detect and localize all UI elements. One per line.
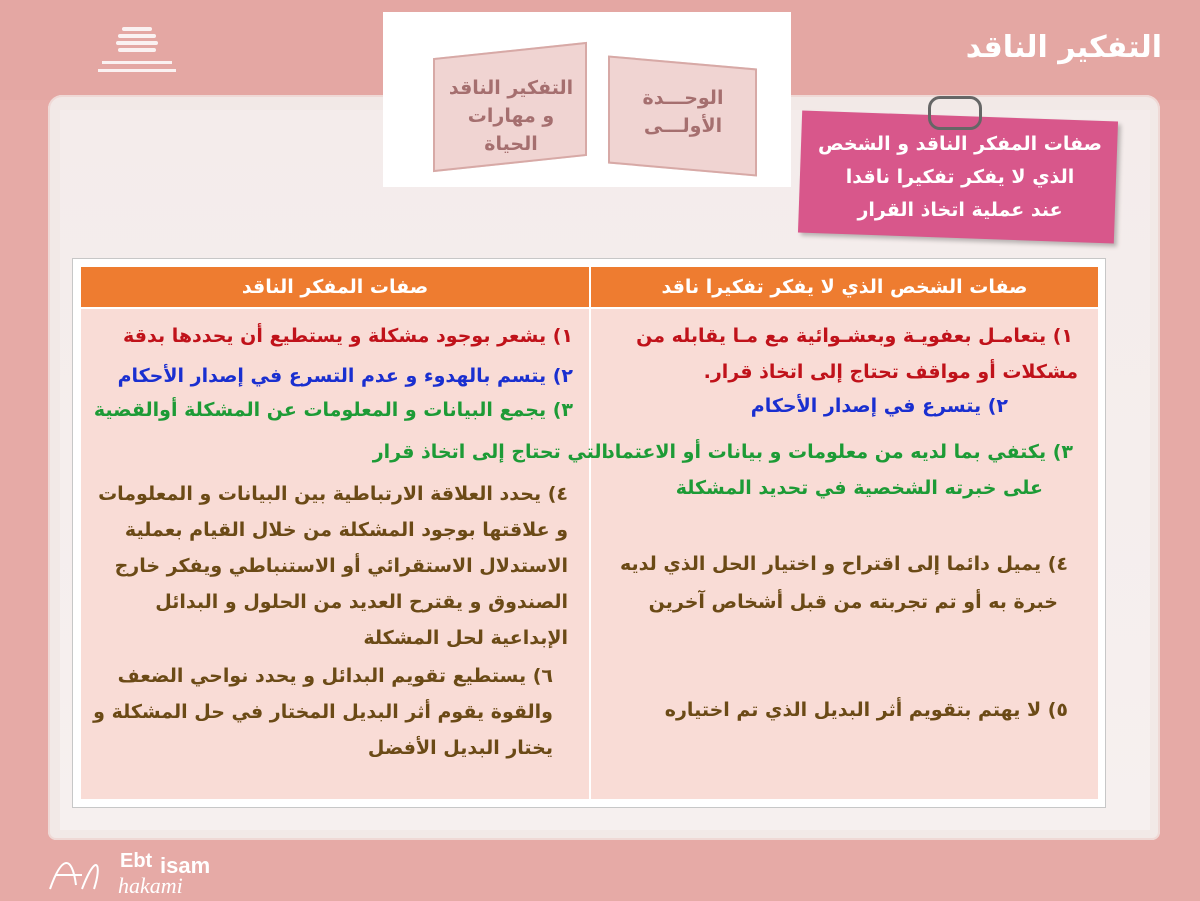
ministry-logo-icon	[92, 25, 182, 85]
book-left-text: التفكير الناقد و مهارات الحياة	[448, 77, 574, 155]
critical-trait-2: ٢) يتسم بالهدوء و عدم التسرع في إصدار الأحكام	[117, 365, 573, 387]
paper-clip-icon	[928, 96, 982, 130]
svg-text:isam: isam	[160, 853, 211, 878]
critical-trait-4-line2: و علاقتها بوجود المشكلة من خلال القيام بعملية	[124, 519, 568, 541]
note-line-1: صفات المفكر الناقد و الشخص	[817, 133, 1102, 155]
noncritical-trait-5: ٥) لا يهتم بتقويم أثر البديل الذي تم اختياره	[664, 699, 1068, 721]
slide-title: التفكير الناقد	[965, 30, 1162, 65]
note-line-2: الذي لا يفكر تفكيرا ناقدا	[845, 166, 1075, 188]
critical-trait-4-line5: الإبداعية لحل المشكلة	[363, 627, 568, 649]
note-text	[800, 128, 1120, 227]
svg-text:hakami: hakami	[118, 873, 183, 897]
noncritical-trait-2: ٢) يتسرع في إصدار الأحكام	[750, 395, 1008, 417]
pink-note-card	[778, 110, 1136, 238]
critical-trait-6-line2: والقوة يقوم أثر البديل المختار في حل المشكلة و	[93, 701, 553, 723]
column-divider	[589, 309, 591, 799]
critical-trait-6-line1: ٦) يستطيع تقويم البدائل و يحدد نواحي الضعف	[117, 665, 553, 687]
noncritical-trait-3-line2: على خبرته الشخصية في تحديد المشكلة	[675, 477, 1043, 499]
critical-trait-3: ٣) يجمع البيانات و المعلومات عن المشكلة أوالقضية	[93, 399, 573, 421]
svg-text:Ebt: Ebt	[120, 850, 153, 872]
comparison-table	[72, 258, 1106, 808]
author-signature-logo	[42, 845, 292, 897]
noncritical-trait-4-line1: ٤) يميل دائما إلى اقتراح و اختيار الحل الذي لديه	[620, 553, 1068, 575]
header-non-critical-thinker: صفات الشخص الذي لا يفكر تفكيرا ناقد	[661, 276, 1028, 298]
critical-trait-3-continued: التي تحتاج إلى اتخاذ قرار	[372, 441, 608, 463]
critical-trait-4-line3: الاستدلال الاستقرائي أو الاستنباطي ويفكر خارج	[114, 555, 568, 577]
critical-trait-4-line1: ٤) يحدد العلاقة الارتباطية بين البيانات و المعلومات	[98, 483, 568, 505]
table-header-row	[81, 267, 1098, 307]
critical-trait-6-line3: يختار البديل الأفضل	[367, 737, 553, 759]
unit-book-graphic	[383, 12, 791, 187]
header-divider	[589, 267, 591, 307]
noncritical-trait-4-line2: خبرة به أو تم تجربته من قبل أشخاص آخرين	[648, 591, 1058, 613]
critical-trait-1: ١) يشعر بوجود مشكلة و يستطيع أن يحددها بدقة	[123, 325, 573, 347]
critical-trait-4-line4: الصندوق و يقترح العديد من الحلول و البدائل	[155, 591, 568, 613]
table-body	[81, 309, 1098, 799]
header-critical-thinker: صفات المفكر الناقد	[241, 276, 429, 298]
noncritical-trait-1-line1: ١) يتعامـل بعفويـة وبعشـوائية مع مـا يقابله من	[636, 325, 1073, 347]
note-line-3: عند عملية اتخاذ القرار	[857, 199, 1063, 221]
noncritical-trait-1-line2: مشكلات أو مواقف تحتاج إلى اتخاذ قرار.	[703, 361, 1078, 383]
book-right-text: الوحـــدة الأولـــى	[642, 87, 724, 137]
noncritical-trait-3-line1: ٣) يكتفي بما لديه من معلومات و بيانات أو الاعتماد	[605, 441, 1073, 463]
